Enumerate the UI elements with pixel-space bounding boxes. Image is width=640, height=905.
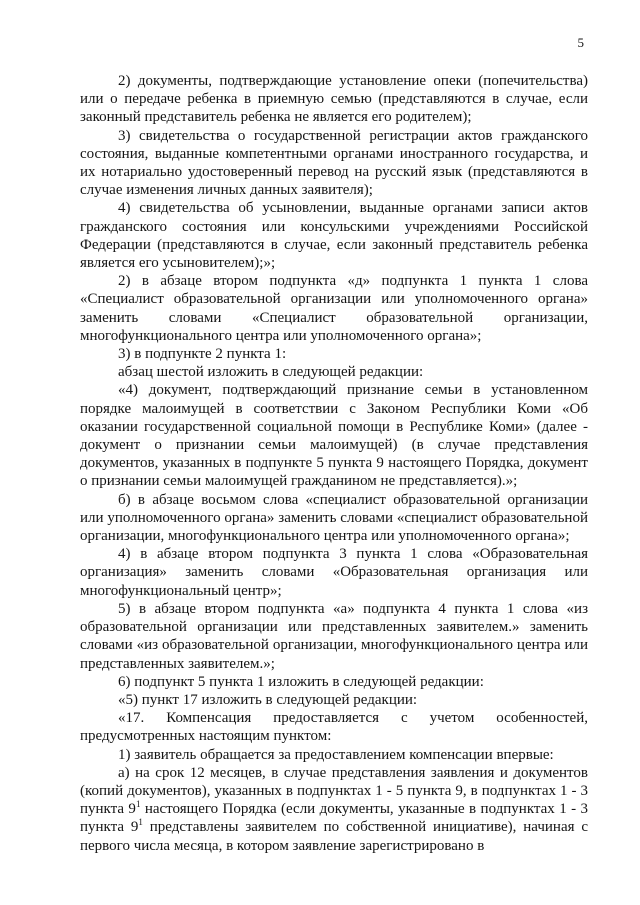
superscript: 1: [135, 799, 141, 810]
paragraph: 4) в абзаце втором подпункта 3 пункта 1 слова «Образовательная организация» заменить словами «Образовательная организация или многофункциональный центр»;: [80, 546, 588, 599]
paragraph: б) в абзаце восьмом слова «специалист образовательной организации или уполномоченного органа» заменить словами «специалист образовательной организации, многофункционального центра или уполномоченного органа»;: [80, 491, 588, 545]
paragraph: 2) в абзаце втором подпункта «д» подпункта 1 пункта 1 слова «Специалист образовательной организации или уполномоченного органа» заменить словами «Специалист образовательной организации, многофункционального центра или уполномоченного органа»;: [80, 273, 588, 344]
paragraph: 1) заявитель обращается за предоставлением компенсации впервые:: [118, 746, 554, 763]
paragraph-text: а) на срок 12 месяцев, в случае представления заявления и документов (копий документов), указанных в подпунктах 1 - 5 пункта 9, в подпунктах 1 - 3 пункта 9: [80, 764, 588, 818]
paragraph: «17. Компенсация предоставляется с учетом особенностей, предусмотренных настоящим пунктом:: [80, 710, 588, 745]
paragraph-last: [80, 764, 588, 855]
paragraph: 5) в абзаце втором подпункта «а» подпункта 4 пункта 1 слова «из образовательной организации или представленных заявителем.» заменить словами «из образовательной организации, многофункционального центра или представленных заявителем.»;: [80, 600, 588, 672]
page-number: 5: [577, 35, 584, 50]
paragraph: 3) в подпункте 2 пункта 1:: [118, 346, 287, 363]
paragraph: абзац шестой изложить в следующей редакции:: [118, 364, 424, 381]
paragraph-text: настоящего Порядка (если документы, указанные в подпунктах 1 - 3 пункта 9: [80, 801, 588, 836]
paragraph: «5) пункт 17 изложить в следующей редакции:: [118, 691, 418, 708]
paragraph: 4) свидетельства об усыновлении, выданные органами записи актов гражданского состояния или консульскими учреждениями Российской Федерации (представляются в случае, если законный представитель ребенка является его усыновителем);»;: [80, 200, 588, 272]
superscript: 1: [138, 817, 143, 828]
paragraph: «4) документ, подтверждающий признание семьи в установленном порядке малоимущей в соответствии с Законом Республики Коми «Об оказании государственной социальной помощи в Республике Коми» (далее - документ о признании семьи малоимущей) (в случае представления документов, указанных в подпункте 5 пункта 9 настоящего Порядка, документ о признании семьи малоимущей гражданином не представляется).»;: [80, 382, 588, 490]
paragraph-text: представлены заявителем по собственной инициативе), начиная с первого числа месяца, в котором заявление зарегистрировано в: [80, 819, 588, 854]
paragraph: 2) документы, подтверждающие установление опеки (попечительства) или о передаче ребенка в приемную семью (представляются в случае, если законный представитель ребенка не является его родителем);: [80, 73, 588, 126]
paragraph: 3) свидетельства о государственной регистрации актов гражданского состояния, выданные компетентными органами иностранного государства, и их нотариально удостоверенный перевод на русский язык (представляются в случае изменения личных данных заявителя);: [80, 127, 588, 199]
document-body: [80, 72, 588, 855]
paragraph: 6) подпункт 5 пункта 1 изложить в следующей редакции:: [118, 673, 484, 690]
